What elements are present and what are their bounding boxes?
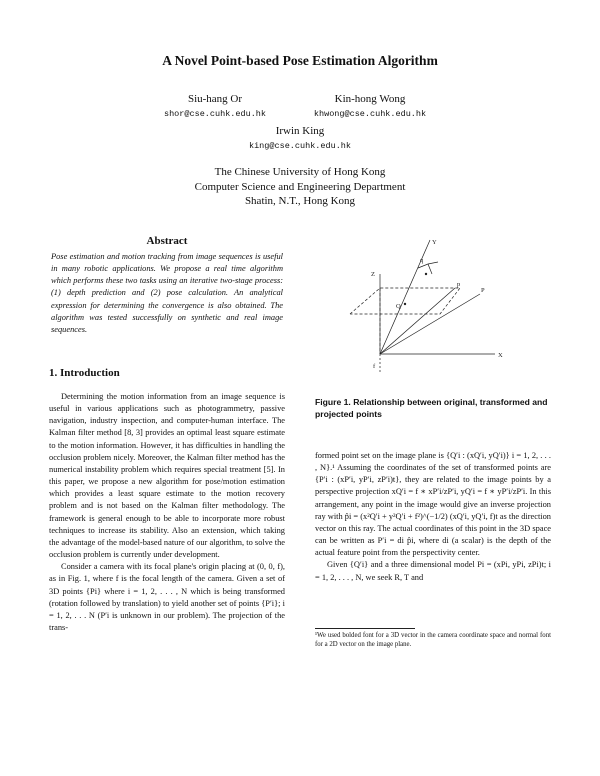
footnote: ¹We used bolded font for a 3D vector in the camera coordinate space and normal font for a 2D vector on the image plane. (315, 632, 551, 648)
point-p (425, 273, 427, 275)
x-ray (380, 294, 480, 354)
figure-diagram (340, 236, 525, 384)
paragraph: Given {Q′i} and a three dimensional model Pi = (xPi, yPi, zPi)t; i = 1, 2, . . . , N, we seek R, T and (315, 560, 551, 582)
p-ray (380, 288, 455, 354)
label-x: X (498, 352, 503, 359)
q-line (428, 262, 438, 264)
section-heading: 1. Introduction (49, 367, 120, 379)
label-p: p (457, 281, 461, 288)
footnote-rule (315, 628, 415, 629)
label-z: Z (371, 271, 375, 278)
label-y: Y (432, 239, 437, 246)
author-email: khwong@cse.cuhk.edu.hk (313, 109, 427, 119)
paragraph: formed point set on the image plane is {Q′i : (xQ′i, yQ′i)} i = 1, 2, . . . , N}.¹ Assuming the coordinates of the set of transformed points are {P′i : (xP′i, yP′i, zP′i)t}, they are related to the image points by a perspective projection xQ′i = f ∗ xP′i/zP′i, yQ′i = f ∗ yP′i/zP′i. In this arrangement, any point in the image would give an inverse projection ray with p̂i = (x²Q′i + y²Q′i + f²)^(−1/2) (xQ′i, yQ′i, f)t as the direction vector on this ray. The actual coordinates of this point in the 3D space can be written as P′i = di p̂i, where di (a scalar) is the depth of the actual feature point from the perspectivity center. (315, 451, 551, 558)
affiliation-line: The Chinese University of Hong Kong (214, 166, 386, 178)
author-name: Irwin King (275, 125, 325, 137)
author-name: Siu-hang Or (187, 93, 243, 105)
paragraph: Consider a camera with its focal plane's origin placing at (0, 0, f), as in Fig. 1, where f is the focal length of the camera. Given a set of 3D points {Pi} where i = 1, 2, . . . , N which is being transformed (rotation followed by translation) to yield another set of points {P′i}; i = 1, 2, . . . N (P′i is unknown in our problem). The projection of the trans- (49, 562, 285, 632)
right-angle-mark (418, 264, 432, 274)
affiliation-line: Shatin, N.T., Hong Kong (244, 195, 356, 207)
label-f: f (373, 363, 376, 370)
image-plane (350, 288, 460, 314)
right-column-text (315, 450, 551, 584)
affiliation-line: Computer Science and Engineering Department (194, 181, 406, 193)
author-email: king@cse.cuhk.edu.hk (248, 141, 352, 151)
abstract-heading: Abstract (146, 235, 188, 247)
label-Q: Q (396, 303, 401, 310)
figure-caption: Figure 1. Relationship between original, transformed and projected points (315, 397, 548, 419)
paper-title: A Novel Point-based Pose Estimation Algorithm (162, 53, 438, 68)
point-q (404, 303, 406, 305)
label-P: P (481, 287, 485, 294)
paragraph: Determining the motion information from an image sequence is useful in various applications such as photogrammetry, passive navigation, industry inspection, and computer-human interface. The Kalman filter method [8, 3] provides an optimal least square estimate to the motion information. However, it has difficulties in handling the occlusion problem nicely. Moreover, the Kalman filter method has the numerical instability problem which requires special treatment [5]. In this paper, we propose a new algorithm for pose/motion estimation which provides a least square estimate to the motion recovery problem and is not based on the Kalman filter methodology. The framework is general enough to be able to incorporate more robust techniques to increase its stability. Also an extension, which taking the advantage of the model-based nature of our algorithm, to solve the occlusion problem is currently under development. (49, 392, 285, 560)
author-email: shor@cse.cuhk.edu.hk (163, 109, 267, 119)
label-q: q (420, 257, 424, 264)
left-column-text (49, 391, 285, 634)
author-name: Kin-hong Wong (334, 93, 406, 105)
abstract-text: Pose estimation and motion tracking from image sequences is useful in many robotic applications. We propose a real time algorithm which performs these two tasks using an iterative two-stage process: (1) depth prediction and (2) pose calculation. An analytical expression for determining the convergence is also obtained. The algorithm was tested successfully on synthetic and real image sequences. (51, 252, 283, 334)
